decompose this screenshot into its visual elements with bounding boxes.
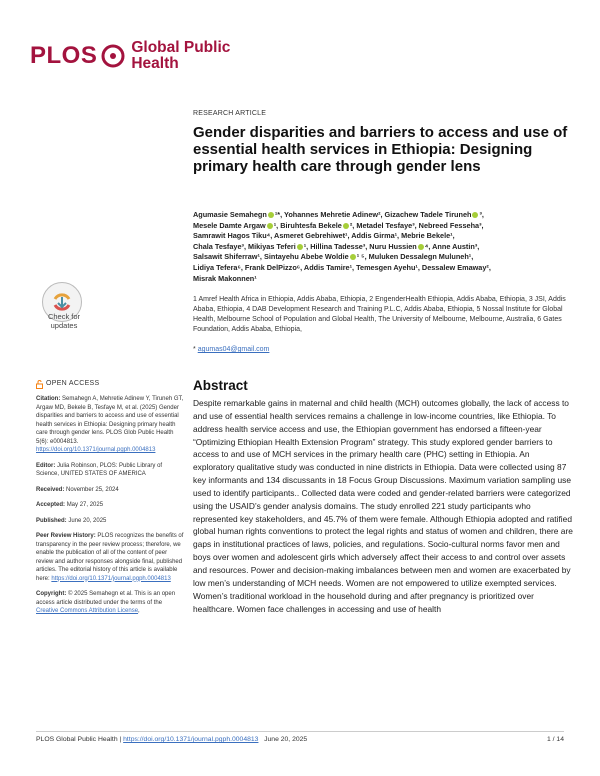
editor-block (36, 462, 186, 479)
citation-block (36, 395, 186, 455)
article-info-sidebar (36, 380, 186, 623)
author-name: Lidiya Tefera⁶, Frank DelPizzo⁶, Addis Tamire¹, Temesgen Ayehu¹, Dessalew Emaway², (193, 262, 491, 272)
license-link[interactable]: Creative Commons Attribution License (36, 608, 139, 614)
peer-review-link[interactable]: https://doi.org/10.1371/journal.pgph.0004813 (51, 575, 171, 582)
editor-text: Julia Robinson, PLOS: Public Library of Science, UNITED STATES OF AMERICA (36, 462, 163, 477)
citation-label: Citation: (36, 396, 61, 402)
corresponding-author (193, 346, 269, 353)
author-name: ¹, Hillina Tadesse³, Nuru Hussien (303, 241, 417, 251)
page-footer (36, 736, 564, 743)
published-block (36, 517, 186, 526)
journal-name-line1: Global Public (131, 39, 231, 56)
accepted-block (36, 501, 186, 510)
author-name: ⁴, Anne Austin³, (424, 241, 480, 251)
copyright-text: © 2025 Semahegn et al. This is an open access article distributed under the terms of the (36, 591, 176, 606)
author-list (193, 210, 573, 284)
citation-text: Semahegn A, Mehretie Adinew Y, Tiruneh GT, Argaw MD, Bekele B, Tesfaye M, et al. (2025) Gender disparities and barriers to access and use of essential health services in Ethiopia: Designing primary health care through gender lens. PLOS Glob Public Health 5(6): e0004813. (36, 396, 184, 445)
footer-left (36, 736, 307, 743)
accepted-label: Accepted: (36, 502, 66, 508)
published-label: Published: (36, 517, 67, 524)
footer-separator: | (119, 736, 122, 743)
author-name: ¹*, Yohannes Mehretie Adinew², Gizachew Tadele Tiruneh (274, 210, 472, 219)
copyright-label: Copyright: (36, 591, 67, 597)
open-access-label: OPEN ACCESS (46, 380, 100, 388)
copyright-end: , (138, 608, 140, 614)
article-title: Gender disparities and barriers to access and use of essential health services in Ethiopia: Designing primary health care through gender lens (193, 124, 568, 175)
author-name: ¹ ⁵, Muluken Dessalegn Muluneh¹, (356, 252, 474, 262)
orcid-icon[interactable] (350, 254, 356, 260)
citation-doi-link[interactable]: https://doi.org/10.1371/journal.pgph.0004813 (36, 447, 156, 453)
journal-name-line2: Health (131, 55, 179, 72)
editor-label: Editor: (36, 462, 56, 469)
footer-journal: PLOS Global Public Health (36, 736, 118, 743)
open-lock-icon (36, 380, 43, 389)
journal-name (131, 40, 230, 72)
received-label: Received: (36, 486, 65, 493)
copyright-block (36, 590, 186, 616)
open-access-badge (36, 380, 186, 389)
corresponding-marker: * (193, 346, 196, 353)
page-number: 1 / 14 (546, 736, 564, 743)
check-updates-label (37, 312, 91, 330)
plos-logo-icon (101, 41, 125, 71)
received-date: November 25, 2024 (66, 486, 119, 493)
author-name: ², Metadel Tesfaye³, Nebreed Fesseha³, (349, 220, 484, 230)
plos-wordmark: PLOS (30, 42, 98, 69)
affiliations: 1 Amref Health Africa in Ethiopia, Addis Ababa, Ethiopia, 2 EngenderHealth Ethiopia, Addis Ababa, Ethiopia, 3 JSI, Addis Ababa, Ethiopia, 4 DAB Development Research and Training P.L.C, Addis Ababa, Ethiopia, 5 Nossal Institute for Global Health, Melbourne School of Population and Global Health, The University of Melbourne, Melbourne, Australia, 6 Gates Foundation, Addis Ababa, Ethiopia, (193, 296, 566, 333)
author-name: ¹, Biruhtesfa Bekele (273, 220, 342, 230)
accepted-date: May 27, 2025 (66, 502, 104, 508)
author-name: Samrawit Hagos Tiku⁴, Asmeret Gebrehiwet¹, Addis Girma¹, Mebrie Bekele¹, (193, 231, 455, 241)
orcid-icon[interactable] (343, 223, 349, 229)
check-updates-line2: updates (50, 321, 78, 330)
received-block (36, 486, 186, 495)
author-name: Mesele Damte Argaw (193, 220, 266, 230)
footer-doi-link[interactable]: https://doi.org/10.1371/journal.pgph.0004813 (123, 736, 259, 743)
orcid-icon[interactable] (418, 244, 424, 250)
footer-date: June 20, 2025 (264, 736, 308, 743)
peer-review-text: PLOS recognizes the benefits of transparency in the peer review process; therefore, we enable the publication of all of the content of peer review and author responses alongside final, published articles. The editorial history of this article is available here: (36, 533, 184, 582)
check-updates-line1: Check for (47, 312, 81, 321)
journal-logo[interactable] (30, 40, 230, 72)
author-name: Salsawit Shiferraw¹, Sintayehu Abebe Woldie (193, 252, 349, 262)
author-name: Misrak Makonnen¹ (193, 273, 257, 283)
peer-review-block (36, 532, 186, 583)
published-date: June 20, 2025 (68, 517, 107, 524)
abstract-text: Despite remarkable gains in maternal and child health (MCH) outcomes globally, the lack of access to and use of essential health services remains a challenge in low-income countries, like Ethiopia. To address health service access and use, the Ethiopian government has endorsed a fifteen-year “Optimizing Ethiopian Health Extension Program” strategy. This study explored gender barriers to access to and use of MCH services in the primary health care (PHC) setting in Ethiopia. An exploratory qualitative study was conducted in nine districts in Ethiopia. Data were collected using 87 key informants and 134 discussants in 18 Focus Group Discussions. Maximum variation sampling use used to identify participants.. Collected data were coded and gender-related barriers were categorized using the USAID’s gender analysis domains. The study enrolled 221 study participants who represented key stakeholders, and 45.7% of them were female. Although Ethiopia adopted and ratified global human rights conventions to protect the legal rights and status of women and children, there are gaps in institutional practices of laws, policies, and regulations. Socio-cultural norms favor men and boys over women and adolescent girls which adversely affect their access to and control over assets and resources. Power and decision-making imbalances between men and women are exacerbated by low men’s understanding of MCH needs. Women are not empowered to utilize exempted services. Women’s traditional workload in the household during and after pregnancy is prioritized over healthcare. Women face challenges in accessing and use of health (193, 398, 573, 614)
footer-divider (36, 731, 564, 732)
orcid-icon[interactable] (472, 212, 478, 218)
author-name: ³, (479, 210, 484, 219)
orcid-icon[interactable] (267, 223, 273, 229)
abstract-heading: Abstract (193, 378, 248, 393)
author-name: Chala Tesfaye³, Mikiyas Teferi (193, 241, 296, 251)
author-name: Agumasie Semahegn (193, 210, 267, 219)
orcid-icon[interactable] (268, 212, 274, 218)
orcid-icon[interactable] (297, 244, 303, 250)
article-type: RESEARCH ARTICLE (193, 110, 267, 117)
peer-review-label: Peer Review History: (36, 533, 96, 539)
corresponding-email-link[interactable]: agumas04@gmail.com (197, 346, 270, 353)
